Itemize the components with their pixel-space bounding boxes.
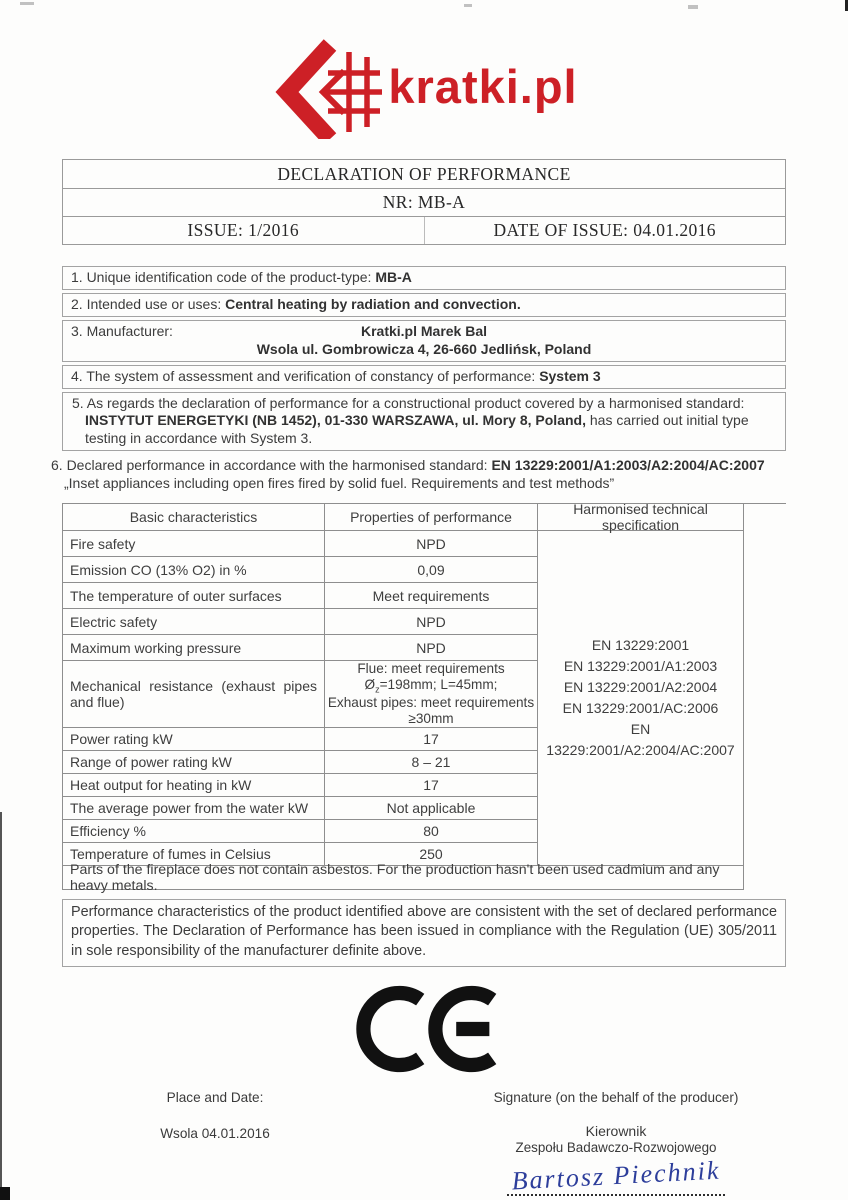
spec-line: EN 13229:2001/A2:2004 <box>563 679 718 696</box>
performance-table <box>62 501 786 894</box>
item-6-standard: EN 13229:2001/A1:2003/A2:2004/AC:2007 <box>491 457 765 474</box>
item-4-text: 4. The system of assessment and verification of constancy of performance: <box>71 367 540 384</box>
item-5 <box>62 392 786 452</box>
signature-block <box>456 1090 776 1196</box>
place-label: Place and Date: <box>166 1089 264 1105</box>
table-row-label: Range of power rating kW <box>63 751 325 774</box>
table-row-label: Emission CO (13% O2) in % <box>63 557 325 583</box>
item-3-manufacturer <box>62 320 786 362</box>
item-2-text: 2. Intended use or uses: <box>71 295 226 312</box>
numbered-items <box>51 266 786 493</box>
table-row-label-mechanical: Mechanical resistance (exhaust pipes and flue) <box>63 661 325 728</box>
handwritten-signature: Bartosz Piechnik <box>510 1155 722 1196</box>
table-row-value: 8 – 21 <box>325 751 538 774</box>
item-5-institute: INSTYTUT ENERGETYKI (NB 1452), 01-330 WARSZAWA, ul. Mory 8, Poland, <box>85 412 586 429</box>
col-header-harmonised-spec: Harmonised technical specification <box>538 504 744 531</box>
manufacturer-name: Kratki.pl Marek Bal <box>360 322 488 339</box>
spec-line: EN 13229:2001 <box>591 637 690 654</box>
table-row-label: Heat output for heating in kW <box>63 774 325 797</box>
grid-chevron-logo-icon <box>270 39 382 139</box>
mech-line: $Ø_z=198mm$; L=45mm; <box>364 676 498 695</box>
table-row-value: 17 <box>325 774 538 797</box>
item-5-tail: has carried out initial type testing in accordance with System 3. <box>85 412 749 447</box>
table-row-label: Fire safety <box>63 531 325 557</box>
spec-line: EN 13229:2001/A2:2004/AC:2007 <box>546 721 735 759</box>
place-and-date-block <box>100 1090 330 1196</box>
signer-role-2: Zespołu Badawczo-Rozwojowego <box>515 1139 717 1155</box>
item-6-quote: „Inset appliances including open fires fired by solid fuel. Requirements and test methods” <box>64 475 615 492</box>
col-header-basic-characteristics: Basic characteristics <box>63 504 325 531</box>
harmonised-spec-cell <box>538 531 744 866</box>
item-4 <box>62 365 786 389</box>
scan-speck <box>688 5 698 9</box>
ce-mark-icon <box>0 984 848 1074</box>
place-value: Wsola 04.01.2016 <box>160 1125 270 1141</box>
item-1-value: MB-A <box>375 269 412 285</box>
signer-role-1: Kierownik <box>585 1122 647 1139</box>
date-of-issue-cell: DATE OF ISSUE: 04.01.2016 <box>493 220 716 240</box>
mech-line: ≥30mm <box>408 711 454 727</box>
issue-row <box>63 216 785 244</box>
spec-line: EN 13229:2001/AC:2006 <box>562 700 719 717</box>
table-row-value-mechanical <box>325 661 538 728</box>
signature-label: Signature (on the behalf of the producer) <box>493 1089 739 1105</box>
signature-area <box>0 1090 848 1196</box>
table-row-value: 80 <box>325 820 538 843</box>
scan-edge-artifact <box>0 812 2 1200</box>
logo-wordmark: kratki.pl <box>388 59 578 113</box>
scan-corner-artifact <box>0 1187 10 1200</box>
item-4-value: System 3 <box>539 367 601 384</box>
table-row-label: Maximum working pressure <box>63 635 325 661</box>
item-2 <box>62 293 786 317</box>
item-6-text: 6. Declared performance in accordance with the harmonised standard: <box>51 457 492 474</box>
scan-speck <box>464 4 472 7</box>
col-header-properties: Properties of performance <box>325 504 538 531</box>
table-row-label: The average power from the water kW <box>63 797 325 820</box>
table-row-value: Not applicable <box>325 797 538 820</box>
mech-line: Exhaust pipes: meet requirements <box>327 695 535 711</box>
table-row-label: Temperature of fumes in Celsius <box>63 843 325 866</box>
table-footer-note: Parts of the fireplace does not contain asbestos. For the production hasn't been used cadmium and any heavy metals. <box>63 866 744 890</box>
item-2-value: Central heating by radiation and convection. <box>225 295 521 312</box>
document-number: NR: MB-A <box>63 188 785 216</box>
table-row-label: The temperature of outer surfaces <box>63 583 325 609</box>
item-3-label: 3. Manufacturer: <box>71 322 173 339</box>
issue-cell: ISSUE: 1/2016 <box>63 217 425 244</box>
manufacturer-address: Wsola ul. Gombrowicza 4, 26-660 Jedlińsk, Poland <box>256 340 592 357</box>
table-row-label: Efficiency % <box>63 820 325 843</box>
document-title: DECLARATION OF PERFORMANCE <box>277 163 571 184</box>
compliance-statement: Performance characteristics of the product identified above are consistent with the set of declared performance properties. The Declaration of Performance has been issued in compliance with the Regulation (UE) 305/2011 in sole responsibility of the manufacturer definite above. <box>62 899 786 967</box>
table-row-value: 250 <box>325 843 538 866</box>
table-row-value: 0,09 <box>325 557 538 583</box>
item-1-text: 1. Unique identification code of the product-type: <box>71 269 376 285</box>
item-5-text: 5. As regards the declaration of performance for a constructional product covered by a harmonised standard: <box>72 394 745 411</box>
table-row-label: Power rating kW <box>63 728 325 751</box>
item-6 <box>51 454 786 493</box>
kratki-logo <box>0 38 848 140</box>
table-row-value: Meet requirements <box>325 583 538 609</box>
item-1 <box>62 266 786 290</box>
table-row-value: NPD <box>325 635 538 661</box>
table-row-value: 17 <box>325 728 538 751</box>
scan-speck <box>20 2 34 5</box>
table-row-value: NPD <box>325 609 538 635</box>
spec-line: EN 13229:2001/A1:2003 <box>563 658 718 675</box>
table-row-value: NPD <box>325 531 538 557</box>
mech-line: Flue: meet requirements <box>357 660 505 676</box>
document-header-table <box>62 159 786 245</box>
table-row-label: Electric safety <box>63 609 325 635</box>
